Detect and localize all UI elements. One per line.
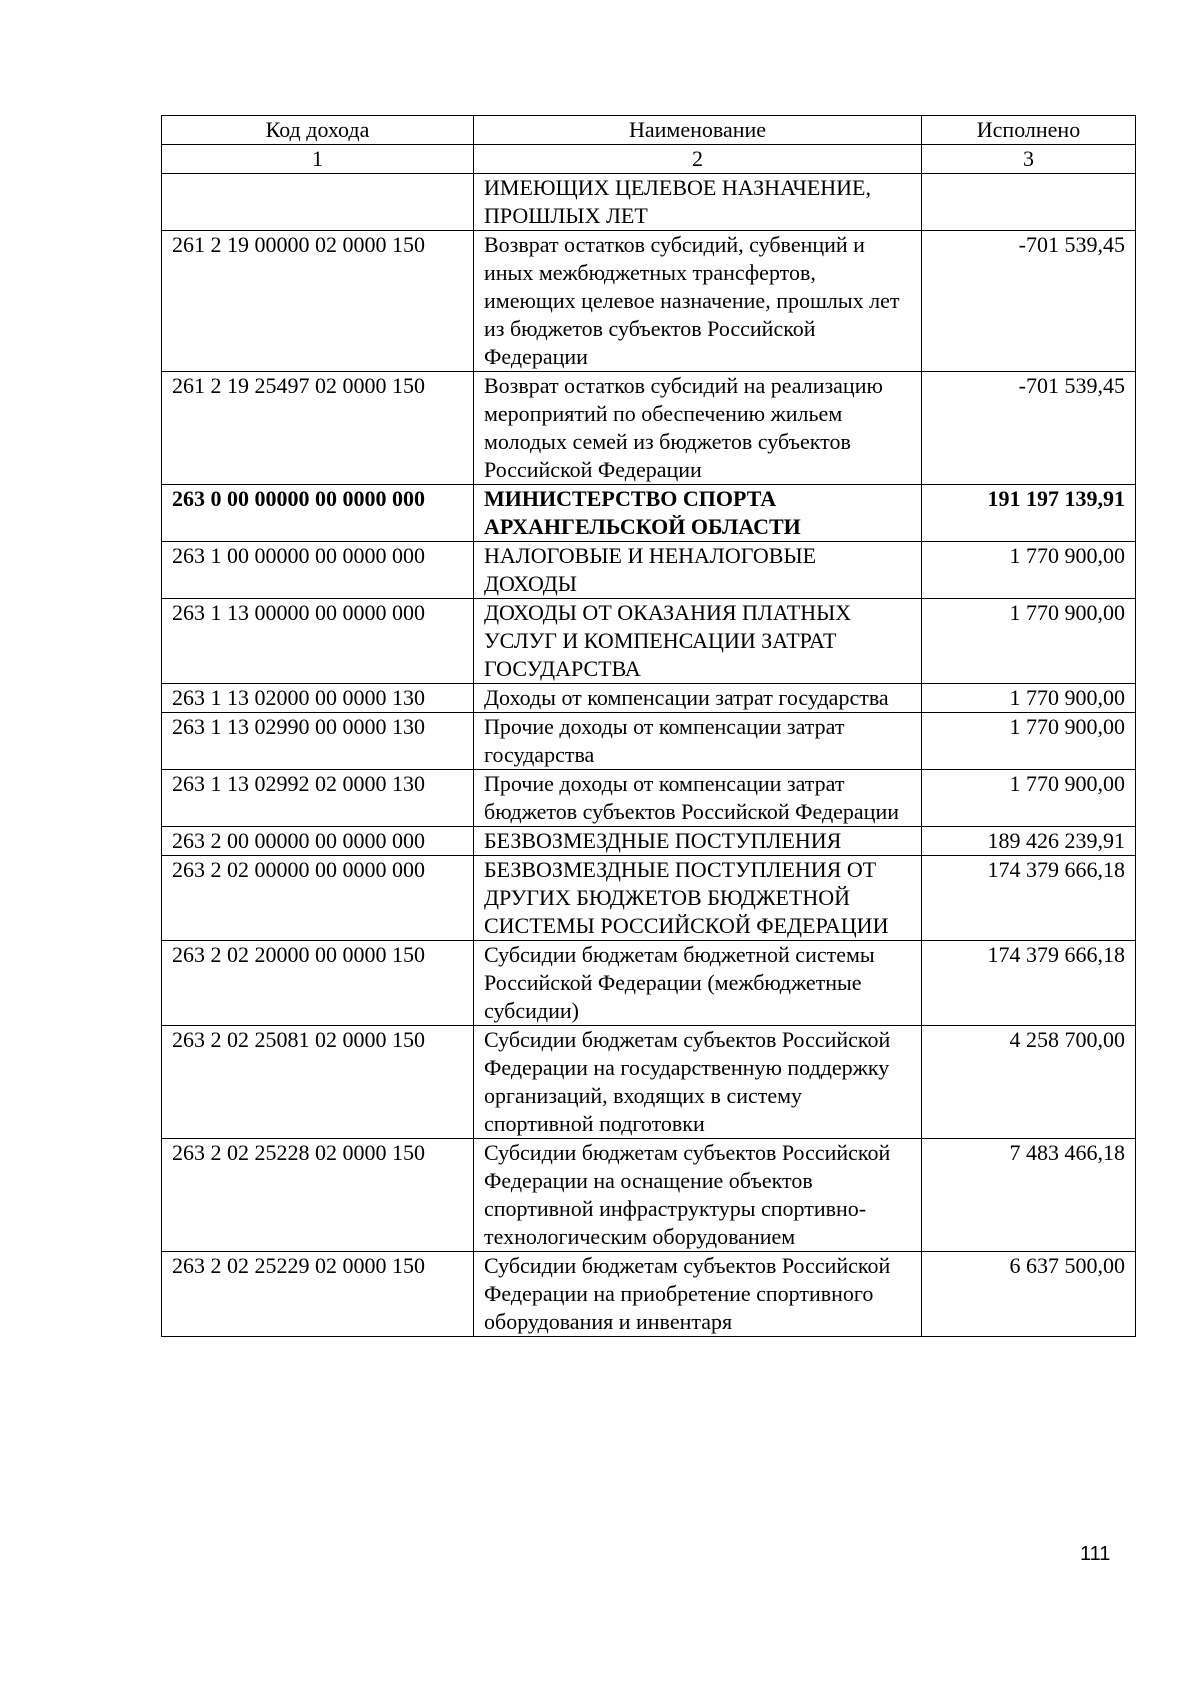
table-row [162,372,1136,485]
revenue-name-cell: Прочие доходы от компенсации затрат государства [474,713,922,770]
revenue-name-cell: ИМЕЮЩИХ ЦЕЛЕВОЕ НАЗНАЧЕНИЕ, ПРОШЛЫХ ЛЕТ [474,174,922,231]
table-body [162,174,1136,1337]
revenue-name-cell: БЕЗВОЗМЕЗДНЫЕ ПОСТУПЛЕНИЯ ОТ ДРУГИХ БЮДЖЕТОВ БЮДЖЕТНОЙ СИСТЕМЫ РОССИЙСКОЙ ФЕДЕРАЦИИ [474,856,922,941]
revenue-name-cell: МИНИСТЕРСТВО СПОРТА АРХАНГЕЛЬСКОЙ ОБЛАСТИ [474,485,922,542]
revenue-code-cell: 263 2 02 25229 02 0000 150 [162,1252,474,1337]
column-number-2: 2 [474,145,922,174]
revenue-name-cell: Субсидии бюджетам субъектов Российской Федерации на государственную поддержку организаций, входящих в систему спортивной подготовки [474,1026,922,1139]
revenue-code-cell: 263 2 02 00000 00 0000 000 [162,856,474,941]
executed-amount-cell: 174 379 666,18 [922,856,1136,941]
executed-amount-cell: 6 637 500,00 [922,1252,1136,1337]
revenue-name-cell: БЕЗВОЗМЕЗДНЫЕ ПОСТУПЛЕНИЯ [474,827,922,856]
executed-amount-cell: 1 770 900,00 [922,542,1136,599]
revenue-table [161,115,1136,1337]
executed-amount-cell: 4 258 700,00 [922,1026,1136,1139]
executed-amount-cell [922,174,1136,231]
header-name: Наименование [474,116,922,145]
revenue-code-cell: 263 1 00 00000 00 0000 000 [162,542,474,599]
revenue-name-cell: Субсидии бюджетам бюджетной системы Российской Федерации (межбюджетные субсидии) [474,941,922,1026]
executed-amount-cell: 189 426 239,91 [922,827,1136,856]
executed-amount-cell: 7 483 466,18 [922,1139,1136,1252]
revenue-code-cell: 263 2 02 20000 00 0000 150 [162,941,474,1026]
header-amount: Исполнено [922,116,1136,145]
table-row [162,1252,1136,1337]
table-row [162,599,1136,684]
revenue-code-cell: 263 1 13 02992 02 0000 130 [162,770,474,827]
revenue-name-cell: Субсидии бюджетам субъектов Российской Федерации на оснащение объектов спортивной инфраструктуры спортивно-технологическим оборудованием [474,1139,922,1252]
column-number-3: 3 [922,145,1136,174]
revenue-code-cell: 263 1 13 02990 00 0000 130 [162,713,474,770]
table-row [162,856,1136,941]
revenue-name-cell: Возврат остатков субсидий, субвенций и иных межбюджетных трансфертов, имеющих целевое назначение, прошлых лет из бюджетов субъектов Российской Федерации [474,231,922,372]
table-row [162,941,1136,1026]
page-number: 111 [1080,1543,1111,1565]
revenue-name-cell: НАЛОГОВЫЕ И НЕНАЛОГОВЫЕ ДОХОДЫ [474,542,922,599]
table-row [162,485,1136,542]
table-row [162,1139,1136,1252]
table-row [162,174,1136,231]
column-number-row [162,145,1136,174]
executed-amount-cell: 174 379 666,18 [922,941,1136,1026]
revenue-name-cell: Доходы от компенсации затрат государства [474,684,922,713]
executed-amount-cell: 1 770 900,00 [922,770,1136,827]
revenue-code-cell [162,174,474,231]
executed-amount-cell: 191 197 139,91 [922,485,1136,542]
table-row [162,1026,1136,1139]
table-row [162,713,1136,770]
header-code: Код дохода [162,116,474,145]
executed-amount-cell: 1 770 900,00 [922,599,1136,684]
revenue-code-cell: 261 2 19 25497 02 0000 150 [162,372,474,485]
executed-amount-cell: -701 539,45 [922,231,1136,372]
table-row [162,770,1136,827]
column-number-1: 1 [162,145,474,174]
revenue-code-cell: 261 2 19 00000 02 0000 150 [162,231,474,372]
table-row [162,231,1136,372]
revenue-name-cell: ДОХОДЫ ОТ ОКАЗАНИЯ ПЛАТНЫХ УСЛУГ И КОМПЕНСАЦИИ ЗАТРАТ ГОСУДАРСТВА [474,599,922,684]
revenue-name-cell: Прочие доходы от компенсации затрат бюджетов субъектов Российской Федерации [474,770,922,827]
table-row [162,684,1136,713]
revenue-code-cell: 263 1 13 00000 00 0000 000 [162,599,474,684]
table-header-row [162,116,1136,145]
revenue-code-cell: 263 2 00 00000 00 0000 000 [162,827,474,856]
table-row [162,827,1136,856]
executed-amount-cell: 1 770 900,00 [922,684,1136,713]
executed-amount-cell: -701 539,45 [922,372,1136,485]
revenue-code-cell: 263 2 02 25228 02 0000 150 [162,1139,474,1252]
revenue-code-cell: 263 0 00 00000 00 0000 000 [162,485,474,542]
table-row [162,542,1136,599]
revenue-name-cell: Субсидии бюджетам субъектов Российской Федерации на приобретение спортивного оборудования и инвентаря [474,1252,922,1337]
revenue-code-cell: 263 1 13 02000 00 0000 130 [162,684,474,713]
revenue-name-cell: Возврат остатков субсидий на реализацию мероприятий по обеспечению жильем молодых семей из бюджетов субъектов Российской Федерации [474,372,922,485]
executed-amount-cell: 1 770 900,00 [922,713,1136,770]
revenue-code-cell: 263 2 02 25081 02 0000 150 [162,1026,474,1139]
